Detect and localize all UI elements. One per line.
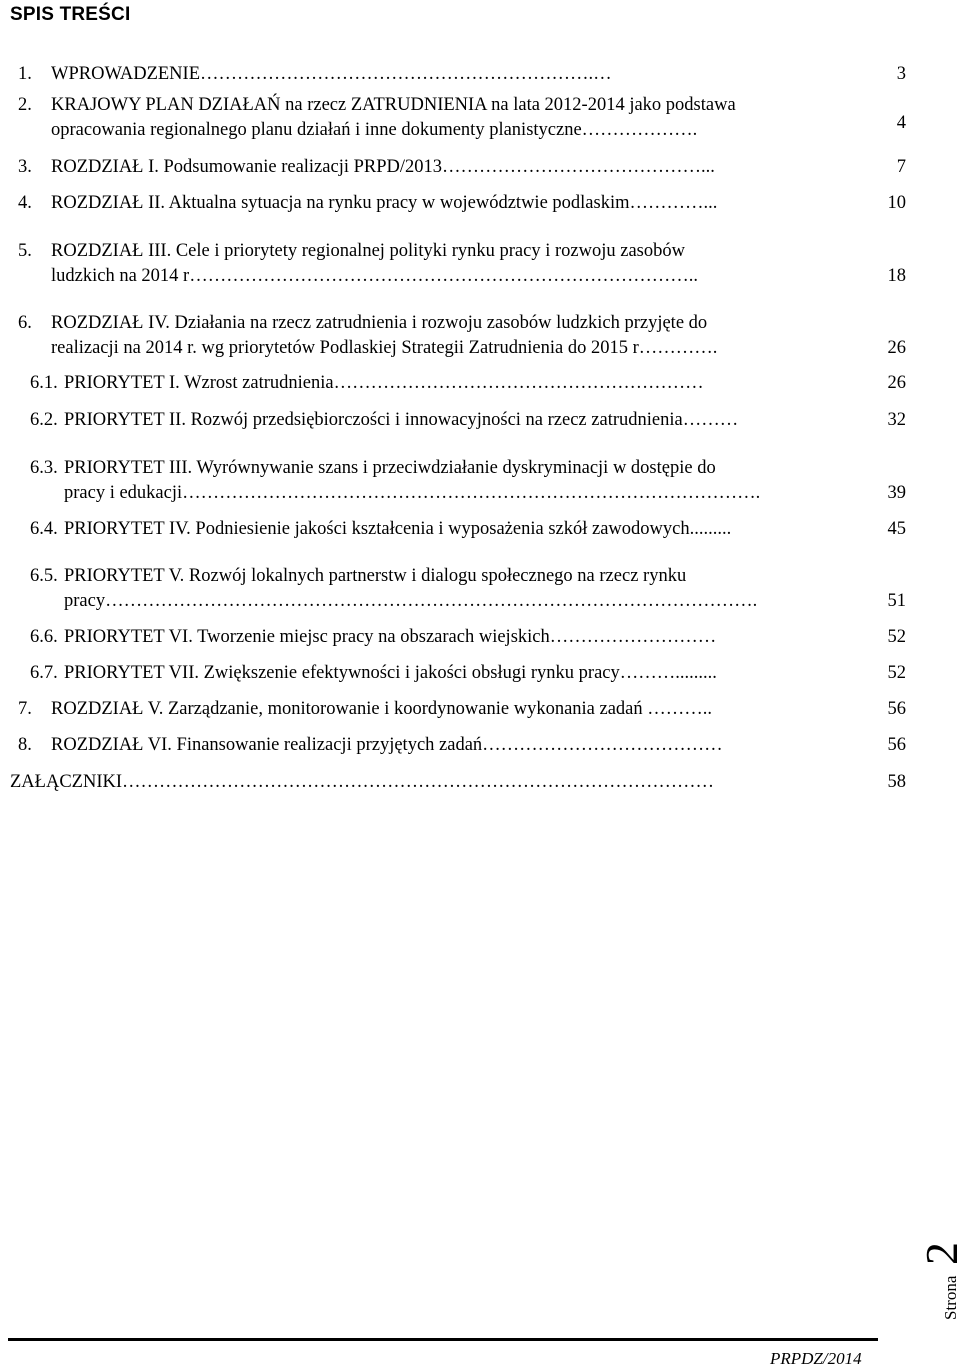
toc-entry-page: 26 (887, 338, 906, 358)
toc-entry-3[interactable] (0, 155, 960, 179)
toc-entry-title: ROZDZIAŁ VI. Finansowanie realizacji przyjętych zadań………………………………… (51, 735, 723, 755)
toc-entry-zalaczniki[interactable] (0, 770, 960, 794)
page-title: SPIS TREŚCI (10, 4, 131, 25)
toc-entry-title: ZAŁĄCZNIKI…………………………………………………………………………………… (10, 772, 715, 792)
toc-entry-number: 2. (18, 95, 32, 115)
toc-entry-number: 8. (18, 735, 32, 755)
toc-entry-number: 4. (18, 193, 32, 213)
toc-entry-page: 7 (896, 157, 906, 177)
toc-entry-title: ROZDZIAŁ IV. Działania na rzecz zatrudnienia i rozwoju zasobów ludzkich przyjęte do (51, 313, 708, 333)
strona-label: Strona (941, 1275, 960, 1320)
toc-entry-title: WPROWADZENIE……………………………………………………….… (51, 64, 612, 84)
toc-entry-page: 45 (887, 519, 906, 539)
toc-entry-title: ROZDZIAŁ II. Aktualna sytuacja na rynku pracy w województwie podlaskim…………... (51, 193, 718, 213)
toc-entry-number: 6.2. (30, 410, 58, 430)
toc-entry-6-7[interactable] (0, 661, 960, 685)
toc-entry-page: 26 (887, 373, 906, 393)
toc-entry-title: PRIORYTET V. Rozwój lokalnych partnerstw i dialogu społecznego na rzecz rynku (64, 566, 687, 586)
toc-entry-number: 6.7. (30, 663, 58, 683)
page-number-marker (916, 1215, 967, 1325)
toc-entry-6[interactable] (0, 311, 960, 363)
toc-entry-title: ROZDZIAŁ V. Zarządzanie, monitorowanie i koordynowanie wykonania zadań ……….. (51, 699, 713, 719)
toc-entry-number: 6.1. (30, 373, 58, 393)
toc-entry-page: 10 (887, 193, 906, 213)
toc-entry-6-1[interactable] (0, 371, 960, 395)
toc-entry-title: PRIORYTET II. Rozwój przedsiębiorczości i innowacyjności na rzecz zatrudnienia……… (64, 410, 739, 430)
toc-entry-page: 39 (887, 483, 906, 503)
toc-entry-8[interactable] (0, 733, 960, 757)
toc-entry-6-2[interactable] (0, 408, 960, 432)
toc-entry-title: ROZDZIAŁ III. Cele i priorytety regionalnej polityki rynku pracy i rozwoju zasobów (51, 241, 685, 261)
toc-entry-4[interactable] (0, 191, 960, 215)
toc-entry-6-4[interactable] (0, 517, 960, 541)
toc-entry-6-6[interactable] (0, 625, 960, 649)
toc-entry-1[interactable] (0, 62, 960, 86)
toc-entry-page: 32 (887, 410, 906, 430)
toc-entry-title-cont: realizacji na 2014 r. wg priorytetów Podlaskiej Strategii Zatrudnienia do 2015 r…………. (51, 338, 718, 358)
toc-entry-number: 5. (18, 241, 32, 261)
toc-entry-page: 52 (887, 627, 906, 647)
toc-entry-page: 58 (887, 772, 906, 792)
toc-entry-number: 7. (18, 699, 32, 719)
toc-entry-title: ROZDZIAŁ I. Podsumowanie realizacji PRPD/2013……………………………………... (51, 157, 715, 177)
toc-entry-6-5[interactable] (0, 564, 960, 616)
toc-entry-page: 4 (896, 113, 906, 133)
footer-doc-id: PRPDZ/2014 (770, 1349, 862, 1368)
toc-entry-7[interactable] (0, 697, 960, 721)
toc-entry-number: 6.5. (30, 566, 58, 586)
toc-entry-number: 3. (18, 157, 32, 177)
toc-entry-page: 51 (887, 591, 906, 611)
toc-entry-title: PRIORYTET I. Wzrost zatrudnienia…………………………………………………… (64, 373, 704, 393)
toc-entry-title-cont: ludzkich na 2014 r……………………………………………………………………….. (51, 266, 698, 286)
toc-entry-6-3[interactable] (0, 456, 960, 508)
page-number: 2 (916, 1242, 967, 1265)
toc-entry-page: 18 (887, 266, 906, 286)
toc-entry-2[interactable] (0, 93, 960, 145)
toc-entry-number: 6.4. (30, 519, 58, 539)
toc-entry-page: 3 (896, 64, 906, 84)
toc-entry-page: 56 (887, 699, 906, 719)
toc-entry-title: PRIORYTET IV. Podniesienie jakości kształcenia i wyposażenia szkół zawodowych......... (64, 519, 732, 539)
toc-entry-page: 56 (887, 735, 906, 755)
toc-entry-number: 6.6. (30, 627, 58, 647)
toc-entry-title-cont: pracy……………………………………………………………………………………………. (64, 591, 758, 611)
toc-entry-title: KRAJOWY PLAN DZIAŁAŃ na rzecz ZATRUDNIENIA na lata 2012-2014 jako podstawa (51, 95, 736, 115)
toc-entry-5[interactable] (0, 239, 960, 291)
toc-entry-title: PRIORYTET VI. Tworzenie miejsc pracy na obszarach wiejskich……………………… (64, 627, 717, 647)
toc-entry-number: 6.3. (30, 458, 58, 478)
toc-entry-title: PRIORYTET VII. Zwiększenie efektywności i jakości obsługi rynku pracy………......... (64, 663, 717, 683)
toc-entry-title-cont: opracowania regionalnego planu działań i inne dokumenty planistyczne………………. (51, 120, 698, 140)
toc-entry-title: PRIORYTET III. Wyrównywanie szans i przeciwdziałanie dyskryminacji w dostępie do (64, 458, 716, 478)
footer-rule (8, 1338, 878, 1341)
toc-entry-title-cont: pracy i edukacji…………………………………………………………………………………. (64, 483, 761, 503)
toc-entry-number: 6. (18, 313, 32, 333)
toc-entry-number: 1. (18, 64, 32, 84)
toc-entry-page: 52 (887, 663, 906, 683)
